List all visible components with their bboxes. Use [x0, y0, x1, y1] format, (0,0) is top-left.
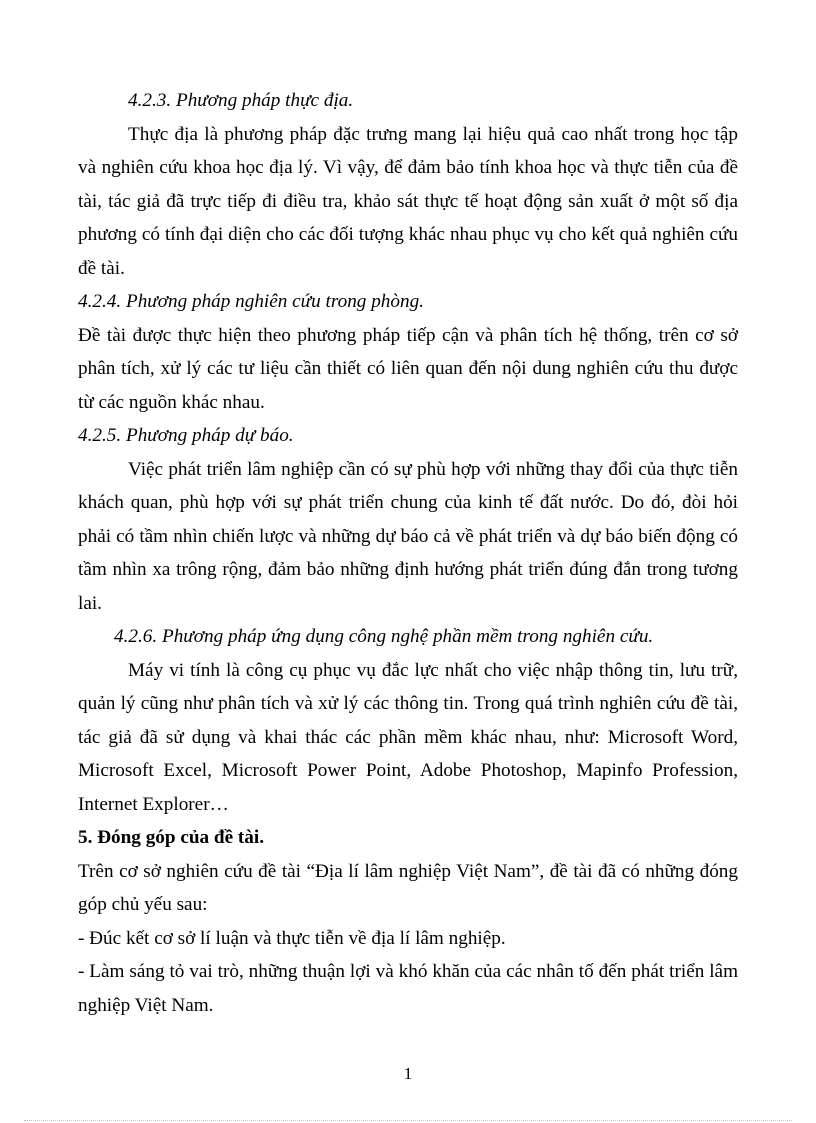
page-number: 1	[403, 1064, 413, 1083]
section-4-2-6-body: Máy vi tính là công cụ phục vụ đắc lực nhất cho việc nhập thông tin, lưu trữ, quản lý cũng như phân tích và xử lý các thông tin. Trong quá trình nghiên cứu đề tài, tác giả đã sử dụng và khai thác các phần mềm khác nhau, như: Microsoft Word, Microsoft Excel, Microsoft Power Point, Adobe Photoshop, Mapinfo Profession, Internet Explorer…	[78, 659, 738, 815]
section-5-bullet: - Làm sáng tỏ vai trò, những thuận lợi và khó khăn của các nhân tố đến phát triển lâm nghiệp Việt Nam.	[78, 961, 738, 1016]
section-4-2-4-heading: 4.2.4. Phương pháp nghiên cứu trong phòng.	[78, 291, 424, 312]
section-5-intro: Trên cơ sở nghiên cứu đề tài “Địa lí lâm nghiệp Việt Nam”, đề tài đã có những đóng góp chủ yếu sau:	[78, 860, 738, 915]
footer-divider	[24, 1120, 792, 1121]
section-4-2-3-heading: 4.2.3. Phương pháp thực địa.	[128, 90, 354, 111]
section-4-2-6-heading: 4.2.6. Phương pháp ứng dụng công nghệ phần mềm trong nghiên cứu.	[114, 626, 654, 647]
section-4-2-4-body: Đề tài được thực hiện theo phương pháp tiếp cận và phân tích hệ thống, trên cơ sở phân tích, xử lý các tư liệu cần thiết có liên quan đến nội dung nghiên cứu thu được từ các nguồn khác nhau.	[78, 324, 738, 413]
section-4-2-3-body: Thực địa là phương pháp đặc trưng mang lại hiệu quả cao nhất trong học tập và nghiên cứu khoa học địa lý. Vì vậy, để đảm bảo tính khoa học và thực tiễn của đề tài, tác giả đã trực tiếp đi điều tra, khảo sát thực tế hoạt động sản xuất ở một số địa phương có tính đại diện cho các đối tượng khác nhau phục vụ cho kết quả nghiên cứu đề tài.	[78, 123, 738, 279]
page-content	[78, 84, 738, 1022]
section-5-bullet: - Đúc kết cơ sở lí luận và thực tiễn về địa lí lâm nghiệp.	[78, 927, 506, 949]
section-4-2-5-heading: 4.2.5. Phương pháp dự báo.	[78, 425, 294, 446]
section-5-heading: 5. Đóng góp của đề tài.	[78, 827, 265, 848]
section-4-2-5-body: Việc phát triển lâm nghiệp cần có sự phù hợp với những thay đổi của thực tiễn khách quan, phù hợp với sự phát triển chung của kinh tế đất nước. Do đó, đòi hỏi phải có tầm nhìn chiến lược và những dự báo cả về phát triển và dự báo biến động có tầm nhìn xa trông rộng, đảm bảo những định hướng phát triển đúng đắn trong tương lai.	[78, 458, 738, 614]
